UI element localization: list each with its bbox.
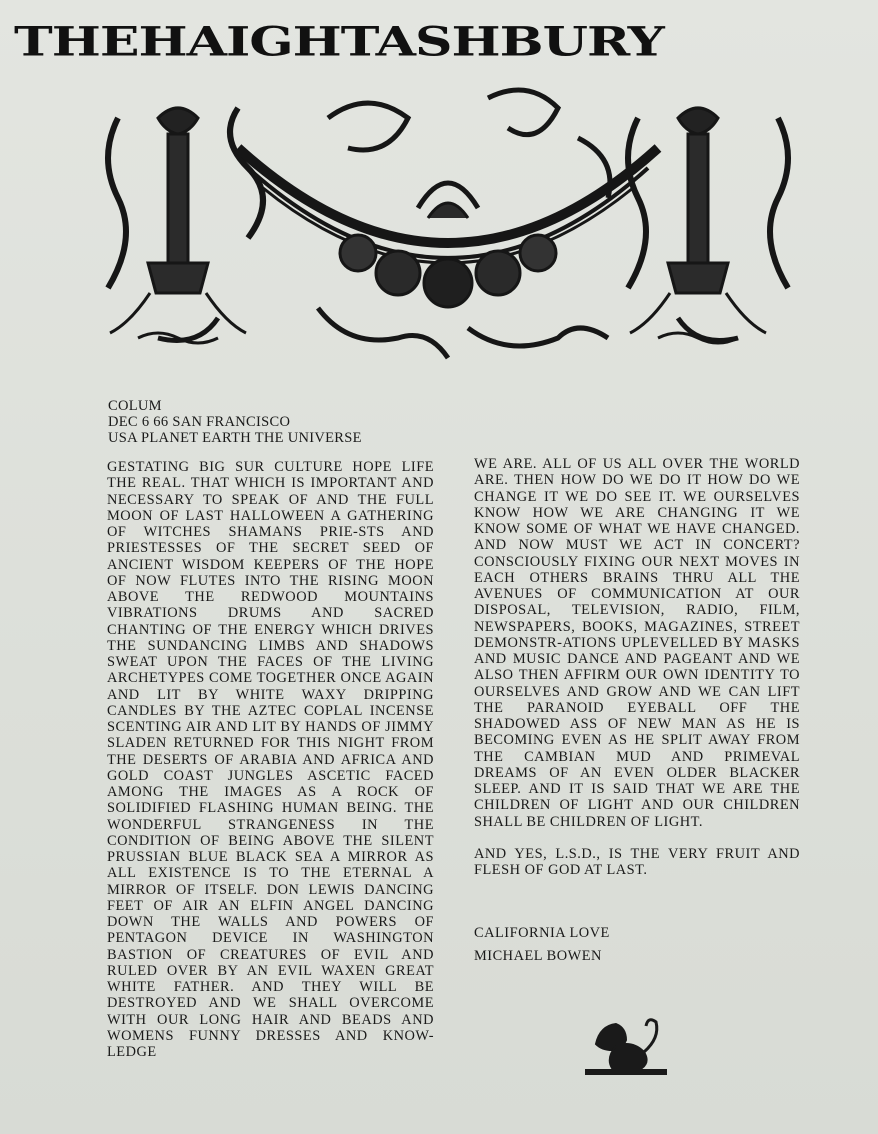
masthead-title: THEHAIGHTASHBURY: [14, 18, 664, 66]
ornamental-garland-illustration: [98, 78, 798, 378]
fruit-swag: [238, 148, 658, 307]
left-text-column: [107, 459, 434, 1060]
dateline-header: [108, 398, 362, 446]
lion-emblem-icon: [582, 1014, 670, 1080]
author-name: COLUM: [108, 398, 162, 414]
right-text-column: [474, 456, 800, 878]
right-column-paragraph-2: AND YES, L.S.D., IS THE VERY FRUIT AND FLESH OF GOD AT LAST.: [474, 845, 800, 878]
signature-name: MICHAEL BOWEN: [474, 948, 602, 964]
date-location: DEC 6 66 SAN FRANCISCO: [108, 414, 291, 430]
right-column-paragraph-1: WE ARE. ALL OF US ALL OVER THE WORLD ARE. THEN HOW DO WE DO IT HOW DO WE CHANGE IT WE DO SEE IT. WE OURSELVES KNOW HOW WE ARE CHANGING IT WE KNOW SOME OF WHAT WE HAVE CHANGED. AND NOW MUST WE ACT IN CONCERT? CONSCIOUSLY FIXING OUR NEXT MOVES IN EACH OTHERS BRAINS THRU ALL THE AVENUES OF COMMUNICATION AT OUR DISPOSAL, TELEVISION, RADIO, FILM, NEWSPAPERS, BOOKS, MAGAZINES, STREET DEMONSTR-ATIONS UPLEVELLED BY MASKS AND MUSIC DANCE AND PAGEANT AND WE ALSO THEN AFFIRM OUR OWN IDENTITY TO OURSELVES AND GROW AND WE CAN LIFT THE PARANOID EYEBALL OFF THE SHADOWED ASS OF NEW MAN AS HE IS BECOMING EVEN AS HE SPLIT AWAY FROM THE CAMBIAN MUD AND PRIMEVAL DREAMS OF AN EVEN OLDER BLACKER SLEEP. AND IT IS SAID THAT WE ARE THE CHILDREN OF LIGHT AND OUR CHILDREN SHALL BE CHILDREN OF LIGHT.: [474, 456, 800, 830]
right-candelabrum: [628, 108, 788, 343]
left-column-text: GESTATING BIG SUR CULTURE HOPE LIFE THE REAL. THAT WHICH IS IMPORTANT AND NECESSARY TO SPEAK OF AND THE FULL MOON OF LAST HALLOWEEN A GATHERING OF WITCHES SHAMANS PRIE-STS AND PRIESTESSES OF THE SECRET SEED OF ANCIENT WISDOM KEEPERS OF THE HOPE OF NOW FLUTES INTO THE RISING MOON ABOVE THE REDWOOD MOUNTAINS VIBRATIONS DRUMS AND SACRED CHANTING OF THE ENERGY WHICH DRIVES THE SUNDANCING LIMBS AND SHADOWS SWEAT UPON THE FACES OF THE LIVING ARCHETYPES COME TOGETHER ONCE AGAIN AND LIT BY WHITE WAXY DRIPPING CANDLES BY THE AZTEC COPLAL INCENSE SCENTING AIR AND LIT BY HANDS OF JIMMY SLADEN RETURNED FOR THIS NIGHT FROM THE DESERTS OF ARABIA AND AFRICA AND GOLD COAST JUNGLES ASCETIC FACED AMONG THE IMAGES AS A ROCK OF SOLIDIFIED FLASHING HUMAN BEING. THE WONDERFUL STRANGENESS IN THE CONDITION OF BEING ABOVE THE SILENT PRUSSIAN BLUE BLACK SEA A MIRROR AS ALL EXISTENCE IS TO THE ETERNAL A MIRROR OF ITSELF. DON LEWIS DANCING FEET OF AIR AN ELFIN ANGEL DANCING DOWN THE WALLS AND POWERS OF PENTAGON DEVICE IN WASHINGTON BASTION OF CREATURES OF EVIL AND RULED OVER BY AN EVIL WAXEN GREAT WHITE FATHER. AND THEY WILL BE DESTROYED AND WE SHALL OVERCOME WITH OUR LONG HAIR AND BEADS AND WOMENS FUNNY DRESSES AND KNOW-LEDGE: [107, 459, 434, 1060]
universe-location: USA PLANET EARTH THE UNIVERSE: [108, 430, 362, 446]
bleed-through-shadow: [798, 640, 858, 1000]
left-candelabrum: [108, 108, 263, 343]
signature-closing: CALIFORNIA LOVE: [474, 925, 610, 941]
